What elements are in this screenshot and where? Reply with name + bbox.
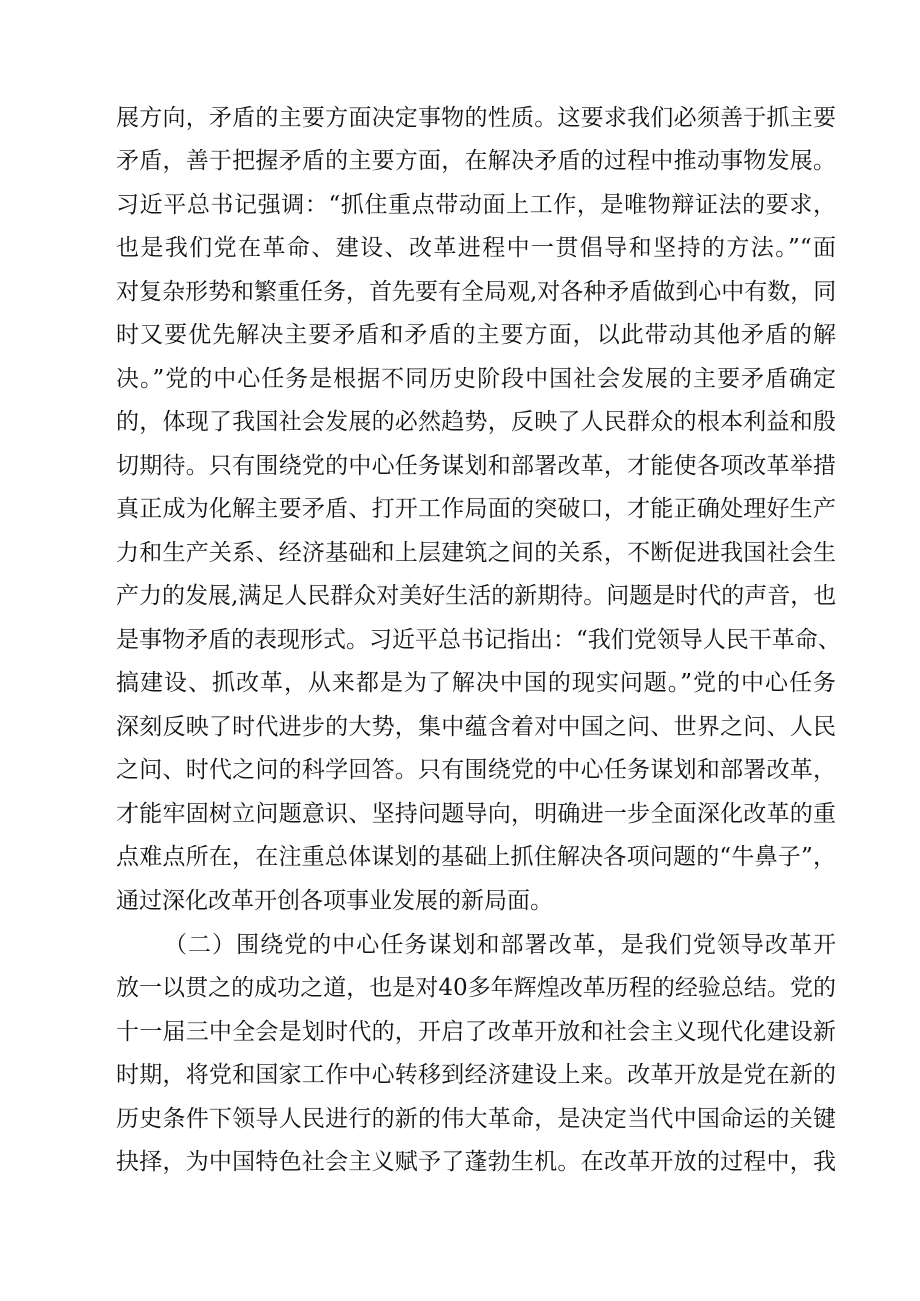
text-line: 才能牢固树立问题意识、坚持问题导向，明确进一步全面深化改革的重 xyxy=(116,801,836,827)
text-line: 习近平总书记强调：“抓住重点带动面上工作，是唯物辩证法的要求， xyxy=(116,192,836,218)
text-line: 也是我们党在革命、建设、改革进程中一贯倡导和坚持的方法。”“面 xyxy=(116,235,836,261)
paragraph-heading-line: （二）围绕党的中心任务谋划和部署改革，是我们党领导改革开 xyxy=(164,932,836,958)
text-line: 点难点所在，在注重总体谋划的基础上抓住解决各项问题的“牛鼻子”， xyxy=(116,844,836,870)
text-line: 切期待。只有围绕党的中心任务谋划和部署改革，才能使各项改革举措 xyxy=(116,453,836,479)
text-line: 深刻反映了时代进步的大势，集中蕴含着对中国之问、世界之问、人民 xyxy=(116,714,836,740)
text-line: 矛盾，善于把握矛盾的主要方面，在解决矛盾的过程中推动事物发展。 xyxy=(116,148,836,174)
text-line: 产力的发展,满足人民群众对美好生活的新期待。问题是时代的声音，也 xyxy=(116,583,837,609)
text-line: 对复杂形势和繁重任务，首先要有全局观,对各种矛盾做到心中有数，同 xyxy=(116,279,837,305)
text-line: 真正成为化解主要矛盾、打开工作局面的突破口，才能正确处理好生产 xyxy=(116,496,836,522)
text-line: 之问、时代之问的科学回答。只有围绕党的中心任务谋划和部署改革， xyxy=(116,757,836,783)
text-line: 的，体现了我国社会发展的必然趋势，反映了人民群众的根本利益和殷 xyxy=(116,409,836,435)
text-line: 是事物矛盾的表现形式。习近平总书记指出：“我们党领导人民干革命、 xyxy=(116,627,841,653)
text-line: 十一届三中全会是划时代的，开启了改革开放和社会主义现代化建设新 xyxy=(116,1019,836,1045)
text-line: 时期，将党和国家工作中心转移到经济建设上来。改革开放是党在新的 xyxy=(116,1062,836,1088)
text-line: 力和生产关系、经济基础和上层建筑之间的关系，不断促进我国社会生 xyxy=(116,540,836,566)
text-line: 放一以贯之的成功之道，也是对40多年辉煌改革历程的经验总结。党的 xyxy=(116,975,836,1001)
text-line: 抉择，为中国特色社会主义赋予了蓬勃生机。在改革开放的过程中，我 xyxy=(116,1149,836,1175)
text-line: 展方向，矛盾的主要方面决定事物的性质。这要求我们必须善于抓主要 xyxy=(116,105,836,131)
text-line: 时又要优先解决主要矛盾和矛盾的主要方面，以此带动其他矛盾的解 xyxy=(116,322,836,348)
text-line: 搞建设、抓改革，从来都是为了解决中国的现实问题。”党的中心任务 xyxy=(116,670,836,696)
text-line: 决。”党的中心任务是根据不同历史阶段中国社会发展的主要矛盾确定 xyxy=(116,366,836,392)
text-line: 历史条件下领导人民进行的新的伟大革命，是决定当代中国命运的关键 xyxy=(116,1106,836,1132)
text-line: 通过深化改革开创各项事业发展的新局面。 xyxy=(116,888,553,914)
